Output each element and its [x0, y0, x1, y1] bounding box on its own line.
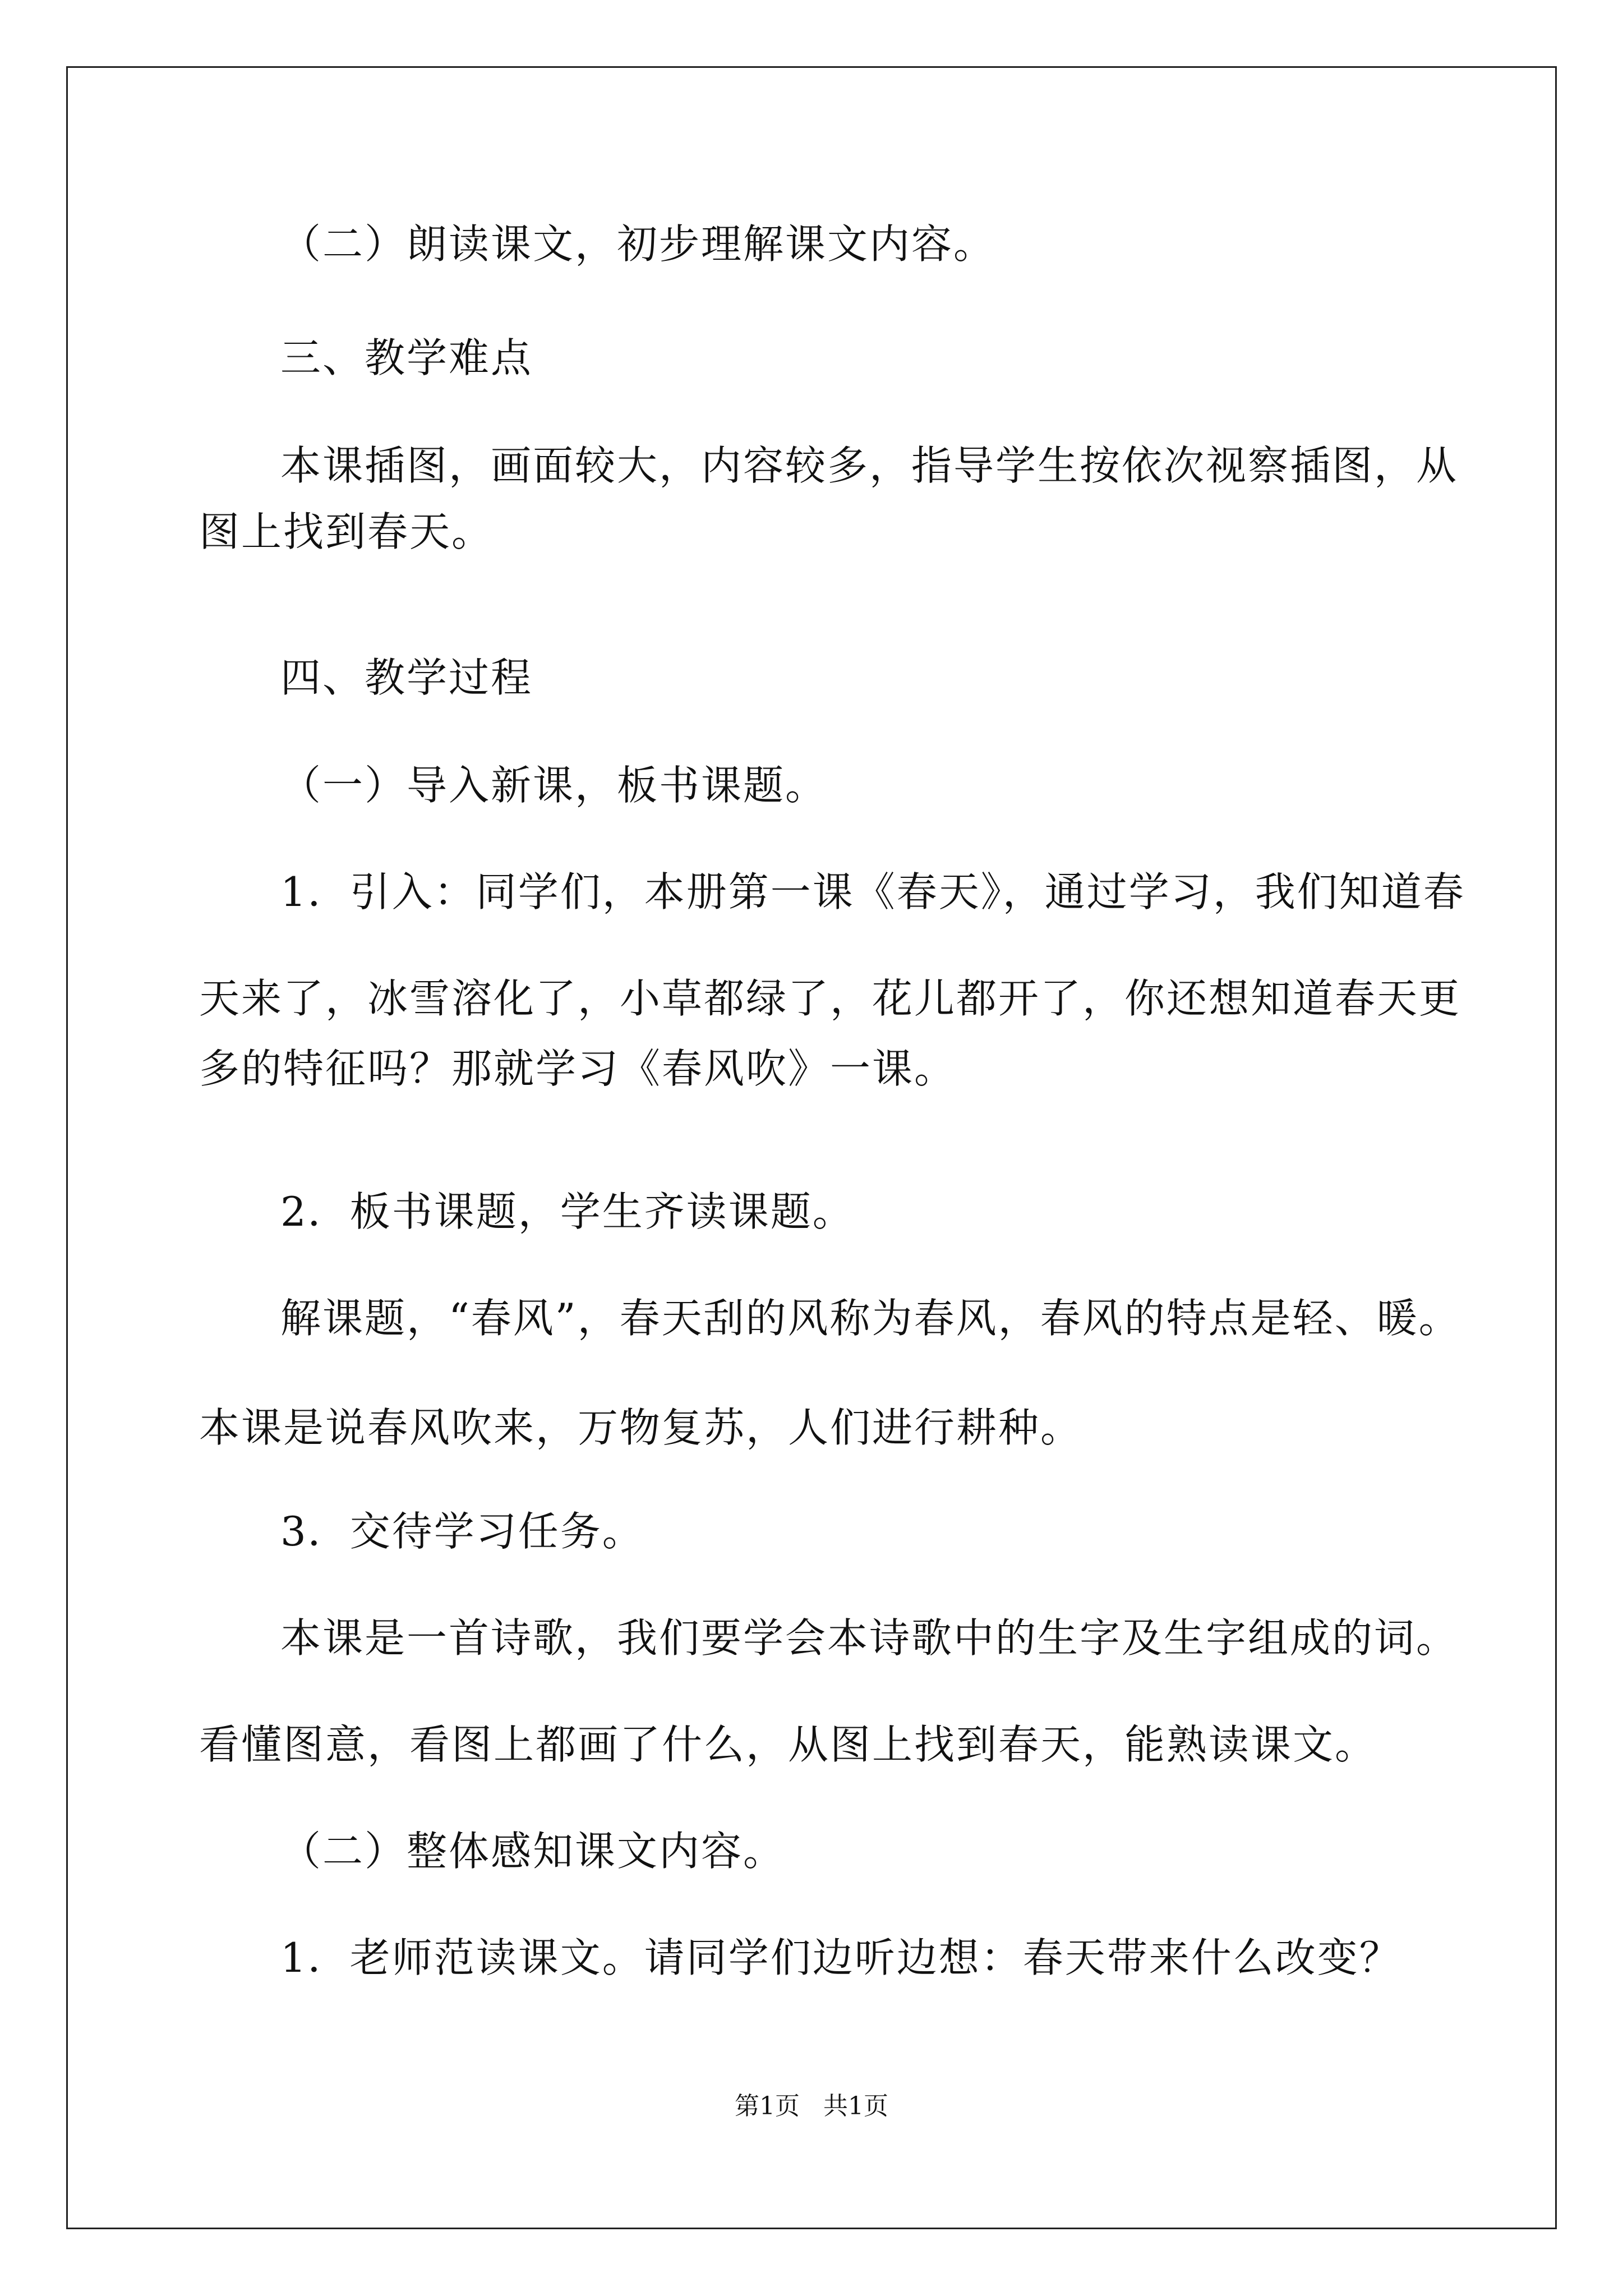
section-heading: （二）整体感知课文内容。 — [280, 1828, 786, 1875]
paragraph-line: 图上找到春天。 — [199, 508, 494, 555]
paragraph-line: 多的特征吗？那就学习《春风吹》一课。 — [199, 1045, 957, 1092]
section-heading: 三、教学难点 — [280, 334, 533, 381]
paragraph-line: 本课是一首诗歌，我们要学会本诗歌中的生字及生字组成的词。 — [280, 1614, 1459, 1662]
paragraph-line: 1．引入：同学们，本册第一课《春天》，通过学习，我们知道春 — [280, 868, 1465, 915]
paragraph-line: 本课插图，画面较大，内容较多，指导学生按依次视察插图，从 — [280, 442, 1459, 489]
section-heading: （二）朗读课文，初步理解课文内容。 — [280, 220, 996, 268]
paragraph-line: 天来了，冰雪溶化了，小草都绿了，花儿都开了，你还想知道春天更 — [199, 975, 1461, 1022]
paragraph-line: 2．板书课题，学生齐读课题。 — [280, 1188, 855, 1235]
paragraph-line: 本课是说春风吹来，万物复苏，人们进行耕种。 — [199, 1404, 1083, 1451]
paragraph-line: 3．交待学习任务。 — [280, 1508, 644, 1555]
section-heading: 四、教学过程 — [280, 654, 533, 701]
page-frame — [66, 66, 1557, 2229]
section-heading: （一）导入新课，板书课题。 — [280, 762, 828, 809]
page-number-footer: 第1页 共1页 — [735, 2092, 888, 2120]
paragraph-line: 看懂图意，看图上都画了什么，从图上找到春天，能熟读课文。 — [199, 1721, 1377, 1768]
paragraph-line: 1．老师范读课文。请同学们边听边想：春天带来什么改变？ — [280, 1934, 1401, 1981]
paragraph-line: 解课题，“春风”，春天刮的风称为春风，春风的特点是轻、暖。 — [280, 1295, 1461, 1342]
